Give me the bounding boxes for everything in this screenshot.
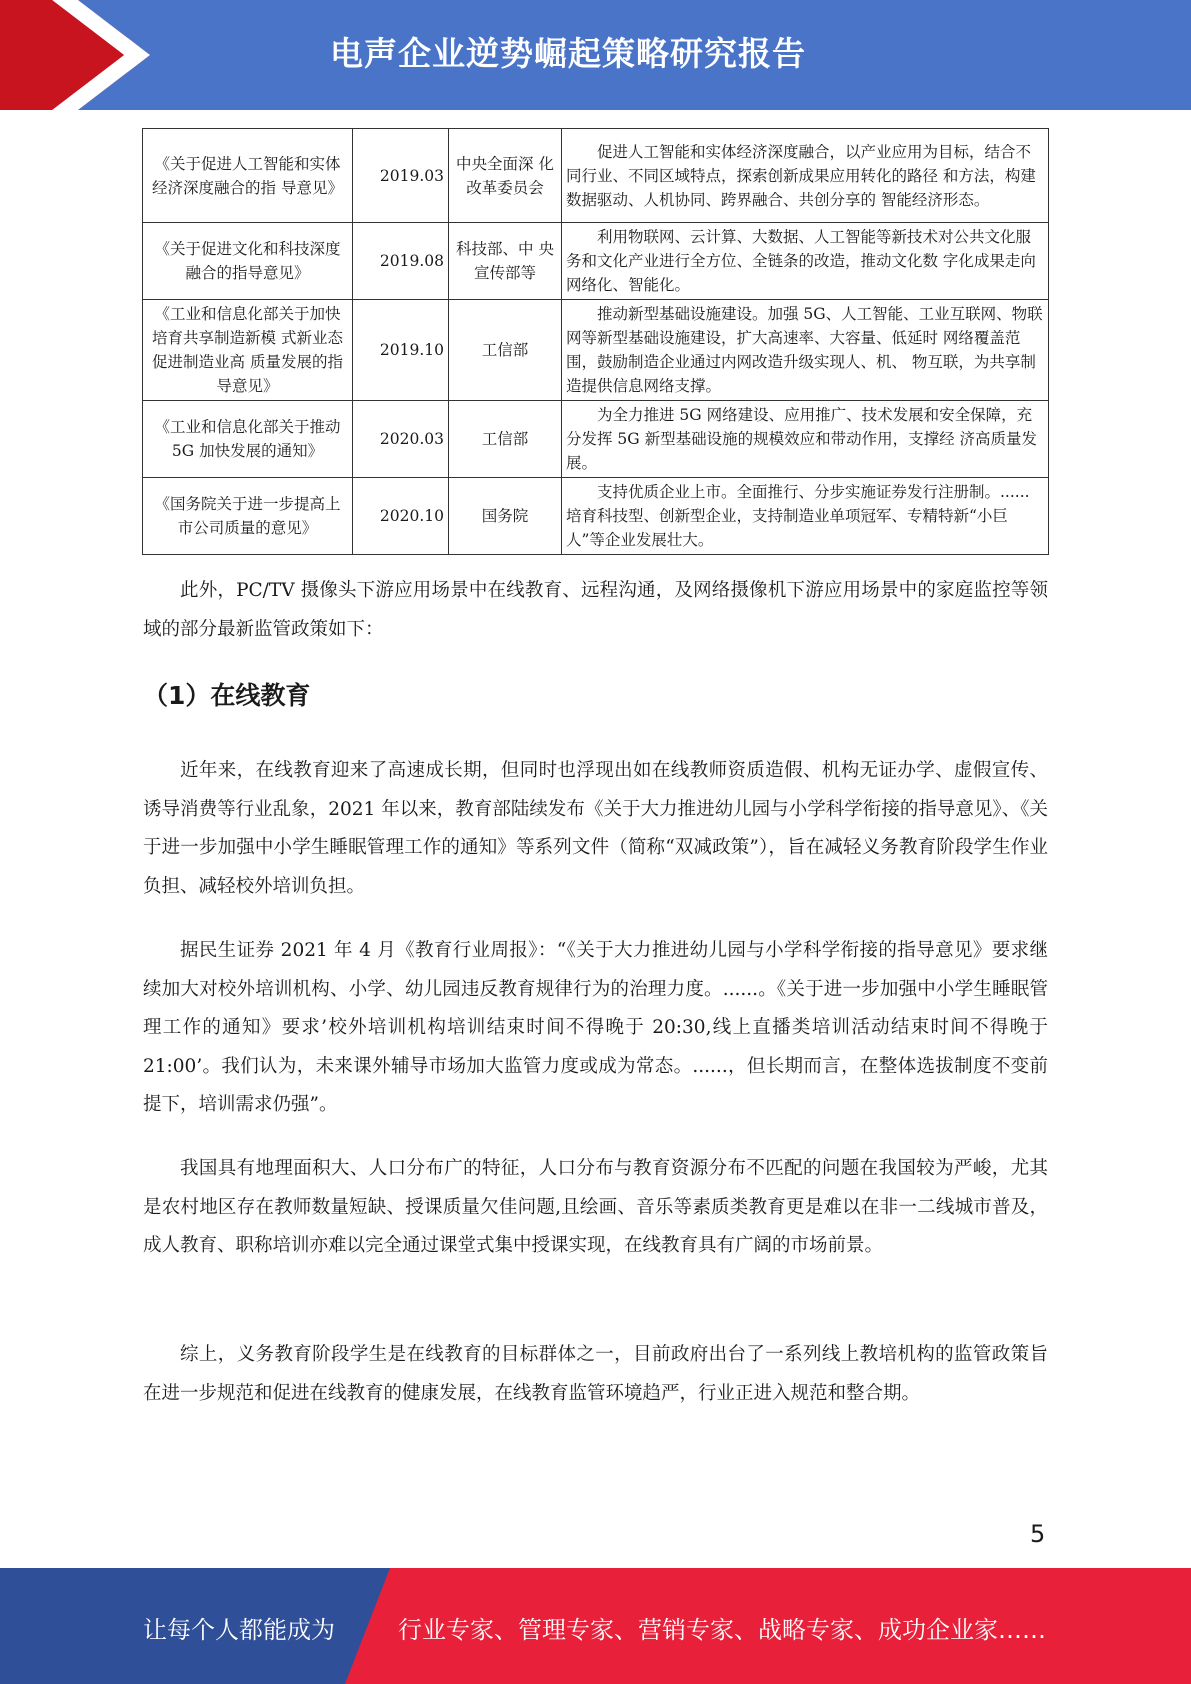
page-number: 5 — [1030, 1520, 1046, 1548]
body-paragraph: 综上，义务教育阶段学生是在线教育的目标群体之一，目前政府出台了一系列线上教培机构的监管政策旨在进一步规范和促进在线教育的健康发展，在线教育监管环境趋严，行业正进入规范和整合期。 — [143, 1344, 1048, 1404]
table-row — [143, 300, 1049, 401]
policy-date: 2020.10 — [353, 478, 449, 555]
policy-name: 《关于促进文化和科技深度融合的指导意见》 — [143, 223, 353, 300]
page-header — [0, 0, 1191, 110]
table-row — [143, 129, 1049, 223]
policy-table — [142, 128, 1049, 555]
footer-slogan-left: 让每个人都能成为 — [143, 1616, 335, 1644]
policy-date: 2019.10 — [353, 300, 449, 401]
policy-dept: 工信部 — [449, 300, 562, 401]
policy-desc: 推动新型基础设施建设。加强 5G、人工智能、工业互联网、物联网等新型基础设施建设，扩大高速率、大容量、低延时 网络覆盖范围，鼓励制造企业通过内网改造升级实现人、机、 物互联，为共享制造提供信息网络支撑。 — [562, 300, 1049, 401]
body-paragraph: 据民生证券 2021 年 4 月《教育行业周报》：“《关于大力推进幼儿园与小学科学衔接的指导意见》要求继续加大对校外培训机构、小学、幼儿园违反教育规律行为的治理力度。......。《关于进一步加强中小学生睡眠管理工作的通知》要求’校外培训机构培训结束时间不得晚于 20:30,线上直播类培训活动结束时间不得晚于 21:00’。我们认为，未来课外辅导市场加大监管力度或成为常态。......，但长期而言，在整体选拔制度不变前提下，培训需求仍强”。 — [143, 940, 1048, 1115]
table-row — [143, 401, 1049, 478]
policy-dept: 工信部 — [449, 401, 562, 478]
policy-desc: 促进人工智能和实体经济深度融合，以产业应用为目标，结合不同行业、不同区域特点，探索创新成果应用转化的路径 和方法，构建数据驱动、人机协同、跨界融合、共创分享的 智能经济形态。 — [562, 129, 1049, 223]
body-paragraph: 近年来，在线教育迎来了高速成长期，但同时也浮现出如在线教师资质造假、机构无证办学、虚假宣传、诱导消费等行业乱象，2021 年以来，教育部陆续发布《关于大力推进幼儿园与小学科学衔接的指导意见》、《关于进一步加强中小学生睡眠管理工作的通知》等系列文件（简称“双减政策”），旨在减轻义务教育阶段学生作业负担、减轻校外培训负担。 — [143, 760, 1048, 897]
policy-date: 2020.03 — [353, 401, 449, 478]
table-row — [143, 478, 1049, 555]
policy-dept: 科技部、中 央宣传部等 — [449, 223, 562, 300]
policy-name: 《工业和信息化部关于推动 5G 加快发展的通知》 — [143, 401, 353, 478]
policy-name: 《关于促进人工智能和实体经济深度融合的指 导意见》 — [143, 129, 353, 223]
policy-dept: 国务院 — [449, 478, 562, 555]
body-paragraph: 我国具有地理面积大、人口分布广的特征，人口分布与教育资源分布不匹配的问题在我国较为严峻，尤其是农村地区存在教师数量短缺、授课质量欠佳问题,且绘画、音乐等素质类教育更是难以在非一二线城市普及，成人教育、职称培训亦难以完全通过课堂式集中授课实现，在线教育具有广阔的市场前景。 — [143, 1158, 1048, 1256]
section-title: （1）在线教育 — [143, 681, 311, 710]
policy-date: 2019.03 — [353, 129, 449, 223]
footer-slogan-right: 行业专家、管理专家、营销专家、战略专家、成功企业家…… — [398, 1616, 1046, 1644]
policy-name: 《国务院关于进一步提高上市公司质量的意见》 — [143, 478, 353, 555]
policy-date: 2019.08 — [353, 223, 449, 300]
intro-paragraph: 此外，PC/TV 摄像头下游应用场景中在线教育、远程沟通，及网络摄像机下游应用场景中的家庭监控等领域的部分最新监管政策如下： — [143, 580, 1048, 640]
policy-desc: 为全力推进 5G 网络建设、应用推广、技术发展和安全保障，充分发挥 5G 新型基础设施的规模效应和带动作用，支撑经 济高质量发展。 — [562, 401, 1049, 478]
report-title: 电声企业逆势崛起策略研究报告 — [330, 34, 806, 73]
policy-desc: 支持优质企业上市。全面推行、分步实施证券发行注册制。......培育科技型、创新型企业，支持制造业单项冠军、专精特新“小巨人”等企业发展壮大。 — [562, 478, 1049, 555]
policy-desc: 利用物联网、云计算、大数据、人工智能等新技术对公共文化服务和文化产业进行全方位、全链条的改造，推动文化数 字化成果走向网络化、智能化。 — [562, 223, 1049, 300]
table-row — [143, 223, 1049, 300]
page-footer — [0, 1568, 1191, 1684]
policy-dept: 中央全面深 化改革委员会 — [449, 129, 562, 223]
policy-name: 《工业和信息化部关于加快培育共享制造新模 式新业态促进制造业高 质量发展的指导意见》 — [143, 300, 353, 401]
header-red-arrow — [0, 0, 130, 110]
